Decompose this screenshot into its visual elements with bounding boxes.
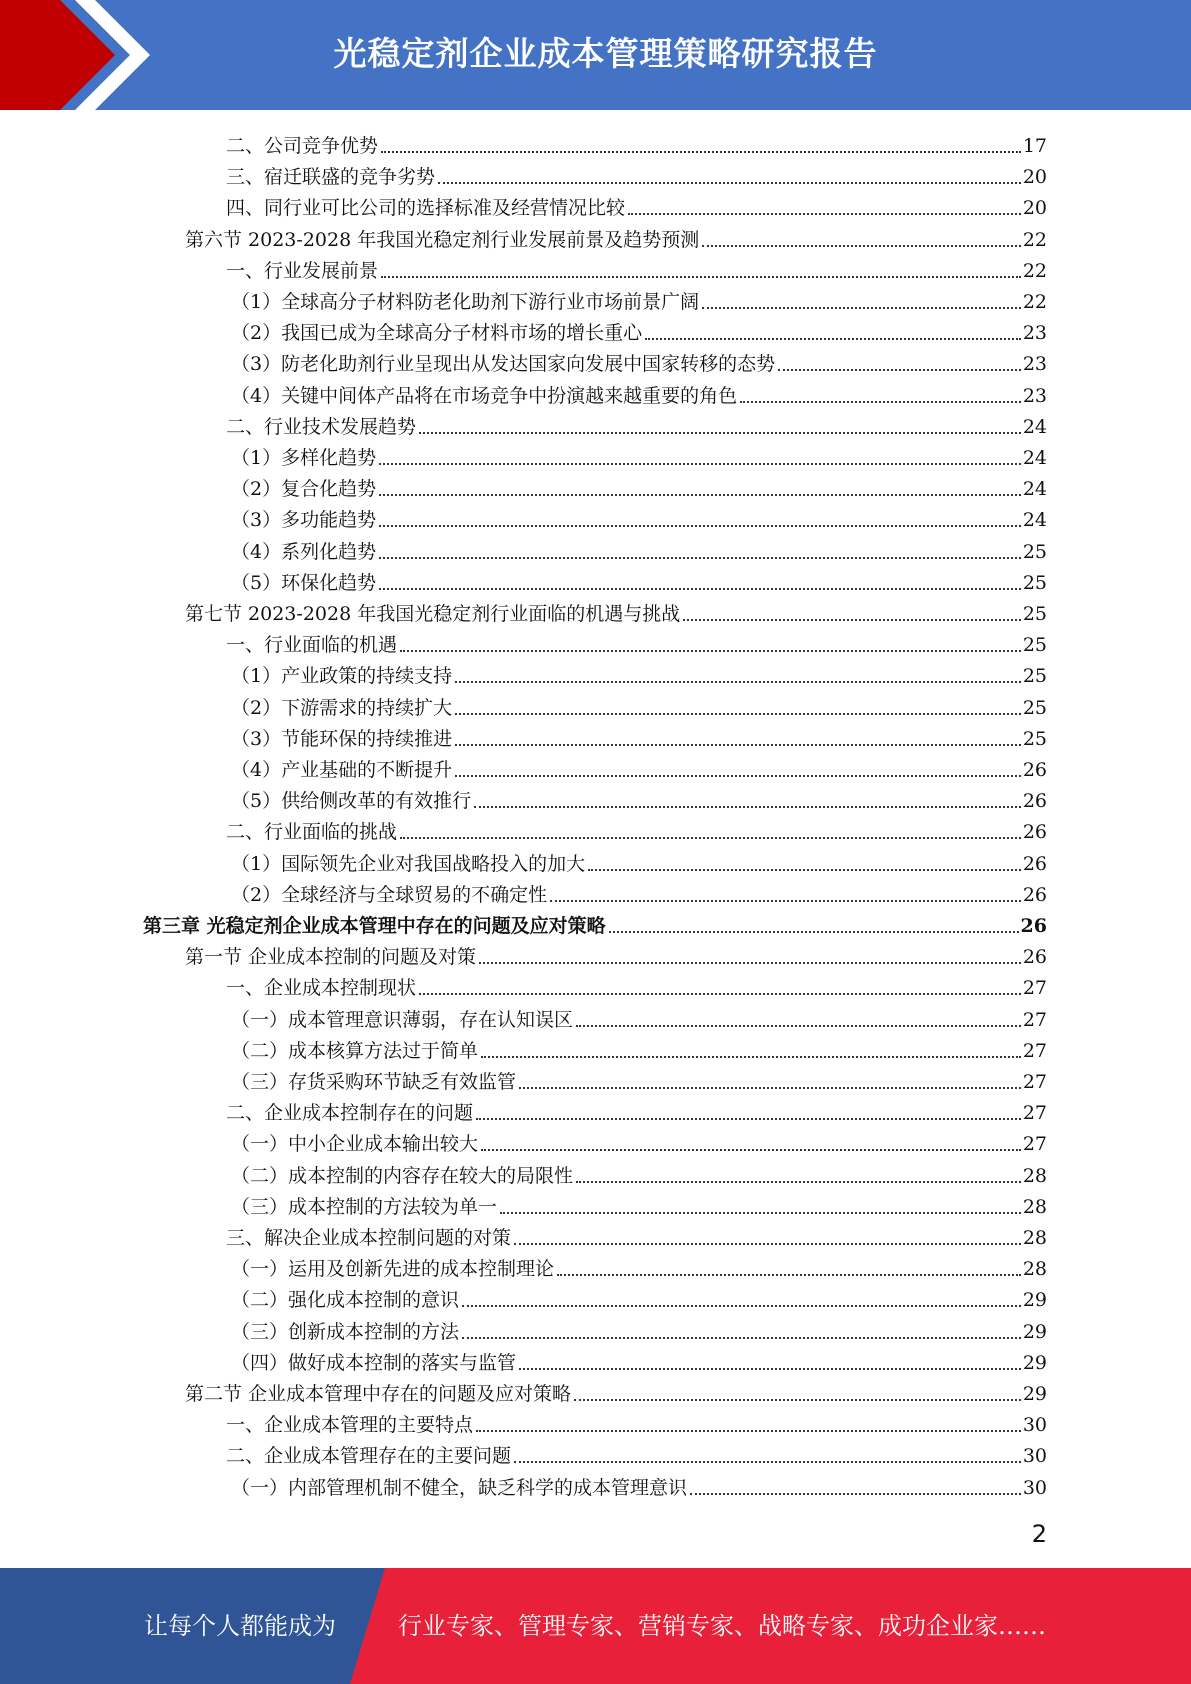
toc-entry-title: （1）全球高分子材料防老化助剂下游行业市场前景广阔 bbox=[231, 291, 700, 313]
toc-dot-leader bbox=[381, 275, 1021, 278]
toc-dot-leader bbox=[500, 1211, 1021, 1214]
toc-entry-title: 第三章 光稳定剂企业成本管理中存在的问题及应对策略 bbox=[143, 915, 606, 937]
toc-entry[interactable] bbox=[231, 1064, 1047, 1095]
toc-dot-leader bbox=[455, 680, 1021, 683]
toc-entry[interactable] bbox=[231, 1470, 1047, 1501]
toc-entry-title: （4）系列化趋势 bbox=[231, 540, 377, 563]
toc-entry-title: （4）产业基础的不断提升 bbox=[231, 759, 453, 781]
toc-entry-title: 二、行业面临的挑战 bbox=[226, 821, 398, 844]
toc-entry[interactable] bbox=[226, 1407, 1047, 1438]
toc-entry[interactable] bbox=[231, 721, 1047, 752]
toc-entry[interactable] bbox=[226, 1095, 1047, 1126]
toc-entry-title: （3）节能环保的持续推进 bbox=[231, 727, 453, 750]
toc-entry-title: （2）我国已成为全球高分子材料市场的增长重心 bbox=[231, 322, 643, 345]
toc-dot-leader bbox=[557, 1273, 1021, 1276]
toc-entry[interactable] bbox=[231, 346, 1047, 377]
toc-entry-page: 26 bbox=[1022, 759, 1047, 781]
toc-dot-leader bbox=[514, 1460, 1021, 1463]
toc-entry-title: （一）成本管理意识薄弱，存在认知误区 bbox=[231, 1008, 574, 1031]
toc-dot-leader bbox=[476, 1117, 1021, 1120]
toc-dot-leader bbox=[740, 400, 1021, 403]
toc-entry[interactable] bbox=[231, 846, 1047, 877]
toc-entry[interactable] bbox=[231, 690, 1047, 721]
toc-entry-page: 27 bbox=[1022, 977, 1047, 1000]
toc-entry-page: 26 bbox=[1022, 852, 1047, 875]
toc-entry-title: 二、行业技术发展趋势 bbox=[226, 415, 417, 438]
toc-entry-page: 27 bbox=[1022, 1039, 1047, 1062]
toc-entry-title: （2）全球经济与全球贸易的不确定性 bbox=[231, 883, 548, 906]
toc-entry[interactable] bbox=[231, 1002, 1047, 1033]
toc-dot-leader bbox=[588, 868, 1021, 871]
toc-section-entry[interactable] bbox=[185, 222, 1047, 253]
toc-entry[interactable] bbox=[231, 378, 1047, 409]
toc-entry-page: 24 bbox=[1022, 415, 1047, 438]
toc-entry-title: 第一节 企业成本控制的问题及对策 bbox=[185, 946, 477, 969]
toc-dot-leader bbox=[576, 1180, 1021, 1183]
toc-entry-page: 17 bbox=[1022, 135, 1047, 157]
toc-entry[interactable] bbox=[226, 253, 1047, 284]
toc-dot-leader bbox=[379, 556, 1021, 559]
toc-entry-title: （二）成本控制的内容存在较大的局限性 bbox=[231, 1164, 574, 1187]
toc-entry-page: 27 bbox=[1022, 1008, 1047, 1031]
report-title: 光稳定剂企业成本管理策略研究报告 bbox=[333, 34, 878, 73]
toc-entry-title: （三）成本控制的方法较为单一 bbox=[231, 1195, 498, 1218]
toc-entry-title: 第六节 2023-2028 年我国光稳定剂行业发展前景及趋势预测 bbox=[185, 228, 700, 251]
toc-entry-title: （1）产业政策的持续支持 bbox=[231, 665, 453, 688]
toc-entry-title: 第七节 2023-2028 年我国光稳定剂行业面临的机遇与挑战 bbox=[185, 603, 681, 625]
toc-dot-leader bbox=[550, 899, 1021, 902]
toc-entry-title: 第二节 企业成本管理中存在的问题及应对策略 bbox=[185, 1383, 572, 1405]
toc-dot-leader bbox=[702, 244, 1021, 247]
toc-entry[interactable] bbox=[231, 1282, 1047, 1313]
toc-dot-leader bbox=[379, 524, 1021, 527]
toc-entry-page: 30 bbox=[1022, 1476, 1047, 1499]
toc-entry-page: 25 bbox=[1022, 634, 1047, 657]
toc-dot-leader bbox=[479, 961, 1021, 964]
toc-entry[interactable] bbox=[226, 814, 1047, 845]
toc-entry-title: （5）环保化趋势 bbox=[231, 571, 377, 594]
toc-entry[interactable] bbox=[231, 1033, 1047, 1064]
toc-entry[interactable] bbox=[226, 1438, 1047, 1469]
toc-entry[interactable] bbox=[226, 970, 1047, 1001]
toc-entry[interactable] bbox=[231, 752, 1047, 783]
toc-entry-title: 四、同行业可比公司的选择标准及经营情况比较 bbox=[226, 197, 626, 220]
toc-entry[interactable] bbox=[231, 534, 1047, 565]
toc-entry[interactable] bbox=[231, 565, 1047, 596]
toc-dot-leader bbox=[379, 587, 1021, 590]
toc-dot-leader bbox=[609, 930, 1019, 933]
toc-dot-leader bbox=[455, 774, 1021, 777]
toc-entry-title: （2）下游需求的持续扩大 bbox=[231, 696, 453, 719]
report-header bbox=[0, 0, 1191, 110]
toc-entry-page: 25 bbox=[1022, 571, 1047, 594]
toc-entry-title: （二）成本核算方法过于简单 bbox=[231, 1039, 479, 1062]
toc-entry-page: 28 bbox=[1022, 1164, 1047, 1187]
toc-entry-page: 23 bbox=[1022, 353, 1047, 376]
toc-dot-leader bbox=[778, 368, 1021, 371]
toc-dot-leader bbox=[400, 836, 1021, 839]
page-number: 2 bbox=[1031, 1520, 1047, 1548]
toc-entry-title: 三、宿迁联盛的竞争劣势 bbox=[226, 166, 436, 189]
toc-entry-page: 24 bbox=[1022, 478, 1047, 501]
toc-entry-title: （3）防老化助剂行业呈现出从发达国家向发展中国家转移的态势 bbox=[231, 353, 776, 376]
toc-entry[interactable] bbox=[226, 128, 1047, 159]
toc-entry-title: （1）多样化趋势 bbox=[231, 447, 377, 469]
toc-entry-title: 一、企业成本控制现状 bbox=[226, 977, 417, 1000]
toc-entry-page: 26 bbox=[1022, 883, 1047, 906]
toc-entry-title: （三）存货采购环节缺乏有效监管 bbox=[231, 1071, 517, 1093]
toc-entry[interactable] bbox=[226, 409, 1047, 440]
toc-entry[interactable] bbox=[231, 783, 1047, 814]
toc-entry[interactable] bbox=[231, 1345, 1047, 1376]
toc-entry-title: 三、解决企业成本控制问题的对策 bbox=[226, 1227, 512, 1249]
toc-entry[interactable] bbox=[226, 1220, 1047, 1251]
toc-entry-page: 22 bbox=[1022, 259, 1047, 282]
toc-entry-title: （4）关键中间体产品将在市场竞争中扮演越来越重要的角色 bbox=[231, 384, 738, 407]
toc-entry[interactable] bbox=[226, 627, 1047, 658]
toc-dot-leader bbox=[379, 493, 1021, 496]
toc-entry-page: 27 bbox=[1022, 1071, 1047, 1093]
toc-entry-page: 20 bbox=[1022, 166, 1047, 189]
toc-dot-leader bbox=[690, 1492, 1021, 1495]
toc-entry-page: 29 bbox=[1022, 1289, 1047, 1312]
toc-dot-leader bbox=[379, 462, 1021, 465]
toc-entry-title: 一、企业成本管理的主要特点 bbox=[226, 1414, 474, 1437]
toc-entry-page: 28 bbox=[1022, 1195, 1047, 1218]
toc-entry-page: 28 bbox=[1022, 1227, 1047, 1249]
toc-dot-leader bbox=[474, 805, 1021, 808]
toc-entry-page: 25 bbox=[1022, 727, 1047, 750]
toc-dot-leader bbox=[519, 1367, 1021, 1370]
toc-entry-page: 25 bbox=[1022, 540, 1047, 563]
toc-entry[interactable] bbox=[231, 877, 1047, 908]
toc-entry-page: 30 bbox=[1022, 1414, 1047, 1437]
toc-entry-page: 22 bbox=[1022, 228, 1047, 251]
toc-entry-page: 22 bbox=[1022, 291, 1047, 313]
toc-entry-title: （一）运用及创新先进的成本控制理论 bbox=[231, 1258, 555, 1281]
toc-entry[interactable] bbox=[231, 1158, 1047, 1189]
toc-dot-leader bbox=[476, 1429, 1021, 1432]
toc-dot-leader bbox=[514, 1242, 1021, 1245]
toc-entry-page: 29 bbox=[1022, 1383, 1047, 1405]
toc-dot-leader bbox=[462, 1336, 1021, 1339]
toc-entry-title: （一）中小企业成本输出较大 bbox=[231, 1133, 479, 1156]
toc-entry-page: 25 bbox=[1022, 665, 1047, 688]
toc-entry-title: 一、行业面临的机遇 bbox=[226, 634, 398, 657]
toc-entry-page: 27 bbox=[1022, 1102, 1047, 1125]
toc-entry-page: 24 bbox=[1022, 509, 1047, 532]
toc-entry-page: 26 bbox=[1022, 946, 1047, 969]
toc-entry[interactable] bbox=[231, 1189, 1047, 1220]
toc-dot-leader bbox=[576, 1024, 1021, 1027]
toc-entry-title: （四）做好成本控制的落实与监管 bbox=[231, 1351, 517, 1374]
toc-entry[interactable] bbox=[231, 1251, 1047, 1282]
toc-entry-page: 23 bbox=[1022, 384, 1047, 407]
toc-dot-leader bbox=[702, 306, 1021, 309]
toc-entry-title: （二）强化成本控制的意识 bbox=[231, 1289, 460, 1312]
toc-entry-title: 二、公司竞争优势 bbox=[226, 135, 379, 157]
toc-entry-title: 一、行业发展前景 bbox=[226, 259, 379, 282]
toc-entry-title: （5）供给侧改革的有效推行 bbox=[231, 790, 472, 813]
toc-entry-page: 24 bbox=[1022, 447, 1047, 469]
toc-entry-title: （3）多功能趋势 bbox=[231, 509, 377, 532]
toc-section-entry[interactable] bbox=[185, 596, 1047, 627]
toc-dot-leader bbox=[419, 431, 1021, 434]
toc-dot-leader bbox=[519, 1086, 1021, 1089]
toc-entry[interactable] bbox=[231, 471, 1047, 502]
toc-dot-leader bbox=[381, 150, 1021, 153]
footer-slogan-left: 让每个人都能成为 bbox=[144, 1612, 336, 1640]
report-footer bbox=[0, 1568, 1191, 1684]
toc-entry[interactable] bbox=[231, 1314, 1047, 1345]
toc-entry-page: 23 bbox=[1022, 322, 1047, 345]
toc-dot-leader bbox=[645, 337, 1021, 340]
footer-slogan-right: 行业专家、管理专家、营销专家、战略专家、成功企业家…… bbox=[398, 1612, 1046, 1640]
toc-entry-page: 29 bbox=[1022, 1320, 1047, 1343]
toc-entry[interactable] bbox=[226, 159, 1047, 190]
toc-entry-page: 28 bbox=[1022, 1258, 1047, 1281]
toc-dot-leader bbox=[481, 1055, 1021, 1058]
toc-chapter-entry[interactable] bbox=[143, 908, 1047, 939]
toc-entry-page: 25 bbox=[1022, 696, 1047, 719]
toc-dot-leader bbox=[574, 1398, 1021, 1401]
toc-entry-title: 二、企业成本控制存在的问题 bbox=[226, 1102, 474, 1125]
toc-entry-page: 25 bbox=[1022, 603, 1047, 625]
toc-dot-leader bbox=[455, 743, 1021, 746]
toc-dot-leader bbox=[400, 649, 1021, 652]
toc-entry-page: 26 bbox=[1022, 821, 1047, 844]
toc-dot-leader bbox=[481, 1148, 1021, 1151]
toc-entry-page: 20 bbox=[1022, 197, 1047, 220]
toc-entry[interactable] bbox=[231, 658, 1047, 689]
toc-dot-leader bbox=[419, 992, 1021, 995]
toc-entry-page: 26 bbox=[1022, 790, 1047, 813]
toc-entry-title: （一）内部管理机制不健全，缺乏科学的成本管理意识 bbox=[231, 1476, 688, 1499]
toc-entry-page: 29 bbox=[1022, 1351, 1047, 1374]
toc-entry-page: 30 bbox=[1022, 1445, 1047, 1468]
toc-entry[interactable] bbox=[231, 1126, 1047, 1157]
toc-dot-leader bbox=[462, 1304, 1021, 1307]
toc-section-entry[interactable] bbox=[185, 939, 1047, 970]
toc-dot-leader bbox=[455, 712, 1021, 715]
toc-entry-title: （2）复合化趋势 bbox=[231, 478, 377, 501]
toc-section-entry[interactable] bbox=[185, 1376, 1047, 1407]
toc-entry[interactable] bbox=[226, 190, 1047, 221]
toc-entry-title: （1）国际领先企业对我国战略投入的加大 bbox=[231, 852, 586, 875]
toc-entry[interactable] bbox=[231, 502, 1047, 533]
toc-dot-leader bbox=[683, 618, 1021, 621]
toc-entry-page: 27 bbox=[1022, 1133, 1047, 1156]
toc-entry-title: （三）创新成本控制的方法 bbox=[231, 1320, 460, 1343]
toc-entry[interactable] bbox=[231, 315, 1047, 346]
toc-entry-page: 26 bbox=[1020, 915, 1047, 937]
toc-entry[interactable] bbox=[231, 284, 1047, 315]
toc-dot-leader bbox=[438, 181, 1021, 184]
toc-dot-leader bbox=[628, 212, 1021, 215]
toc-entry[interactable] bbox=[231, 440, 1047, 471]
toc-entry-title: 二、企业成本管理存在的主要问题 bbox=[226, 1445, 512, 1468]
